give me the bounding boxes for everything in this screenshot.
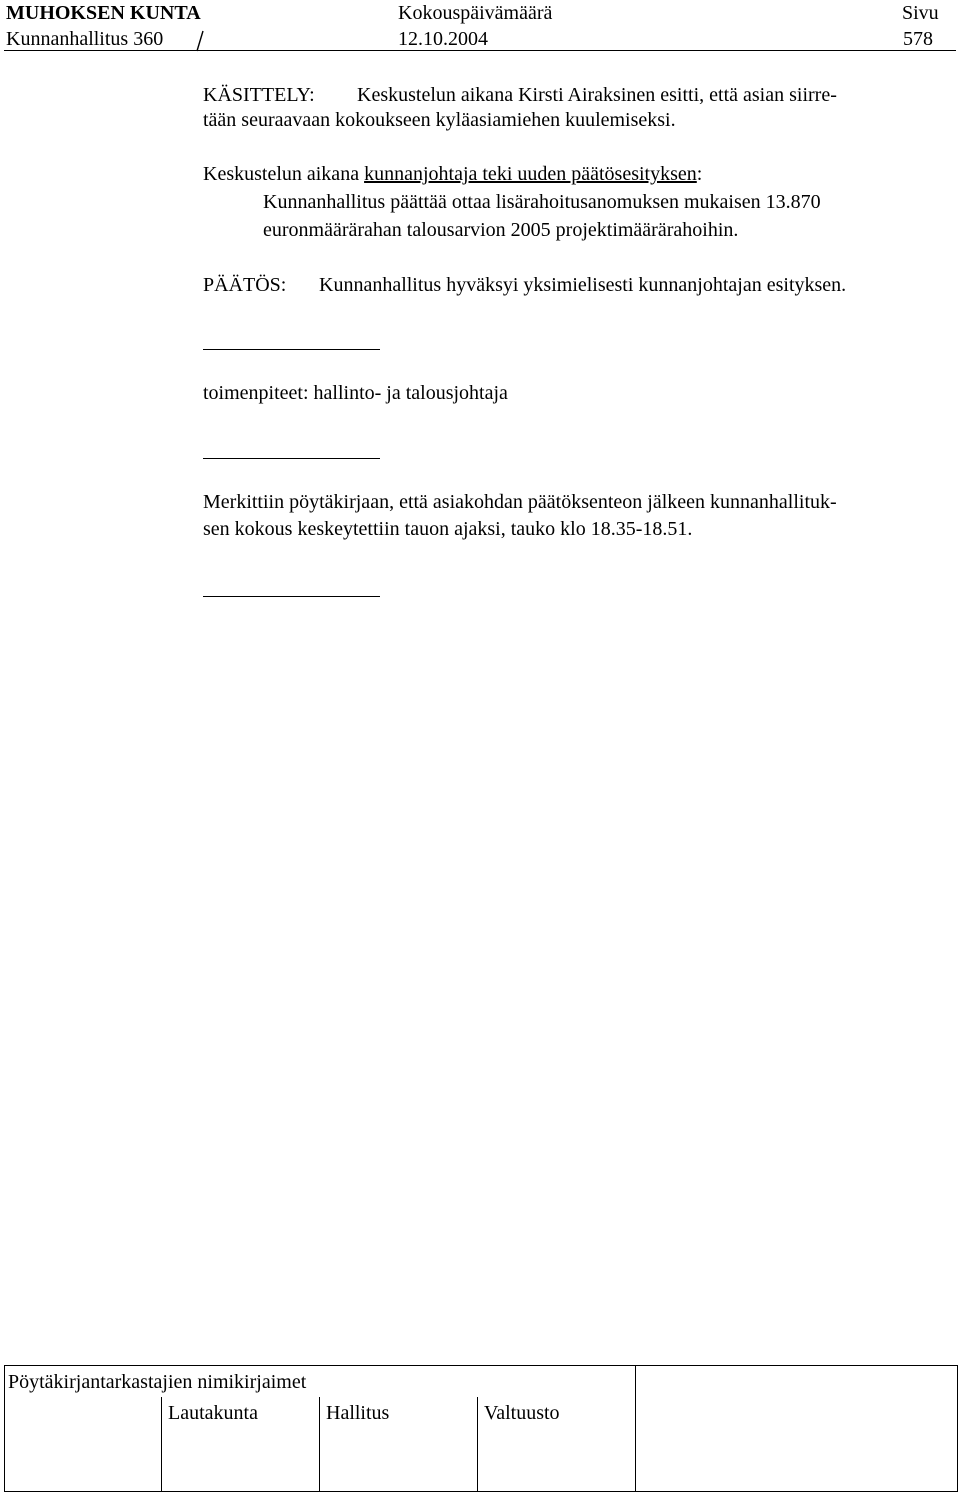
proposal-line-2: euronmäärärahan talousarvion 2005 projektimäärärahoihin. [263, 219, 739, 241]
section-sign-icon [195, 30, 205, 52]
proposal-intro [203, 164, 702, 184]
body-reference: Kunnanhallitus 360 [6, 28, 164, 50]
signature-col-valtuusto: Valtuusto [484, 1402, 560, 1424]
separator-rule [203, 349, 380, 350]
proposal-intro-post: : [696, 163, 703, 185]
municipality-name: MUHOKSEN KUNTA [6, 2, 201, 24]
signature-column-divider [635, 1366, 636, 1492]
proposal-line-1: Kunnanhallitus päättää ottaa lisärahoitusanomuksen mukaisen 13.870 [263, 191, 821, 213]
page-number: 578 [903, 28, 933, 50]
kasittely-label: KÄSITTELY: [203, 84, 315, 106]
signature-column-divider [477, 1397, 478, 1492]
page-label: Sivu [902, 2, 939, 24]
kasittely-line-1: Keskustelun aikana Kirsti Airaksinen esitti, että asian siirre- [357, 84, 837, 106]
proposal-intro-underlined: kunnanjohtaja teki uuden päätösesityksen [364, 163, 697, 185]
separator-rule [203, 596, 380, 597]
signature-box-title: Pöytäkirjantarkastajien nimikirjaimet [8, 1371, 307, 1393]
header-divider [4, 50, 956, 51]
proposal-intro-pre: Keskustelun aikana [203, 163, 365, 185]
note-line-2: sen kokous keskeytettiin tauon ajaksi, tauko klo 18.35-18.51. [203, 518, 693, 540]
signature-column-divider [319, 1397, 320, 1492]
meeting-date: 12.10.2004 [398, 28, 488, 50]
signature-column-divider [161, 1397, 162, 1492]
signature-col-lautakunta: Lautakunta [168, 1402, 258, 1424]
actions-text: toimenpiteet: hallinto- ja talousjohtaja [203, 382, 508, 404]
signature-col-hallitus: Hallitus [326, 1402, 390, 1424]
kasittely-line-2: tään seuraavaan kokoukseen kyläasiamiehen kuulemiseksi. [203, 109, 676, 131]
decision-text: Kunnanhallitus hyväksyi yksimielisesti kunnanjohtajan esityksen. [319, 274, 847, 296]
note-line-1: Merkittiin pöytäkirjaan, että asiakohdan päätöksenteon jälkeen kunnanhallituk- [203, 491, 837, 513]
decision-label: PÄÄTÖS: [203, 274, 287, 296]
meeting-date-label: Kokouspäivämäärä [398, 2, 553, 24]
separator-rule [203, 458, 380, 459]
